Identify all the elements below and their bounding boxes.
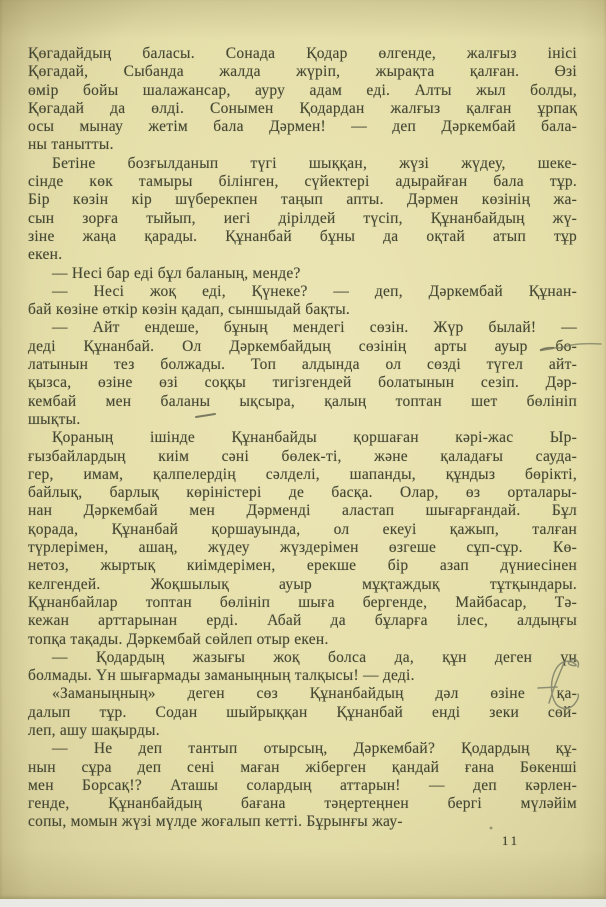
page-text: [28, 45, 577, 832]
paragraph: [28, 649, 577, 686]
text-line: Қөгадай, Сыбанда жалда жүріп, жырақта қалған. Өзі: [28, 63, 577, 81]
text-line: — Несі бар еді бұл баланың, менде?: [52, 264, 301, 282]
paragraph: [28, 265, 577, 283]
text-line: қызса, өзіне өзі соққы тигізгендей болатынын сезіп. Дәр-: [28, 374, 577, 392]
text-line: латынын тез болжады. Топ алдында ол сөзді түгел айт-: [28, 356, 577, 374]
text-line: келгендей. Жоқшылық ауыр мұқтаждық тұтқындары.: [28, 575, 577, 593]
text-line: топқа тақады. Дәркембай сөйлеп отыр екен.: [28, 630, 329, 648]
text-line: далып тұр. Содан шыйрыққан Құнанбай енді зеки сөй-: [28, 703, 577, 721]
text-line: — Айт ендеше, бұның мендегі сөзін. Жүр былай! —: [52, 319, 577, 337]
text-line: болмады. Үн шығармады заманыңның талқысы! — деді.: [28, 667, 415, 685]
text-line: екен.: [28, 246, 63, 264]
paragraph: [28, 740, 577, 831]
text-line: Бір көзін кір шүберекпен таңып апты. Дәрмен көзінің жа-: [28, 191, 577, 209]
text-line: шықты.: [28, 410, 81, 428]
text-line: кежан арттарынан ерді. Абай да бұларға ілес, алдыңғы: [28, 612, 577, 630]
text-line: түрлерімен, ашаң, жүдеу жүздерімен өзгеше сұп-сұр. Кө-: [28, 539, 577, 557]
text-line: зіне жаңа қарады. Құнанбай бұны да оқтай атып тұр: [28, 227, 577, 245]
text-line: гер, имам, қалпелердің сәлделі, шапанды, құндыз бөрікті,: [28, 465, 577, 483]
text-line: байлық, барлық көріністері де басқа. Олар, өз орталары-: [28, 484, 577, 502]
paragraph: [28, 283, 577, 320]
text-line: — Несі жоқ еді, Қүнеке? — деп, Дәркембай Құнан-: [52, 282, 577, 300]
text-line: осы мынау жетім бала Дәрмен! — деп Дәркембай бала-: [28, 118, 577, 136]
text-line: — Қодардың жазығы жоқ болса да, құн деген үн: [52, 648, 577, 666]
text-line: нетоз, жыртық киімдерімен, ерекше бір азап дүниесінен: [28, 557, 577, 575]
text-line: кембай мен баланы ықсыра, қалың топтан шет бөлініп: [28, 392, 577, 410]
text-line: Қөгадай да өлді. Сонымен Қодардан жалғыз қалған ұрпақ: [28, 99, 577, 117]
text-line: ғызбайлардың киім сәні бөлек-ті, және қаладағы сауда-: [28, 447, 577, 465]
text-line: ны танытты.: [28, 136, 114, 154]
scanner-background: [0, 899, 606, 907]
text-line: Қөгадайдың баласы. Сонада Қодар өлгенде, жалғыз інісі: [28, 45, 577, 62]
text-line: Қораның ішінде Құнанбайды қоршаған кәрі-жас Ыр-: [52, 429, 577, 447]
text-line: нан Дәркембай мен Дәрменді аластап шығарғандай. Бұл: [28, 502, 577, 520]
paragraph: [28, 155, 577, 265]
paragraph: [28, 429, 577, 649]
page-number: 11: [502, 834, 521, 848]
text-line: өмір бойы шалажансар, ауру адам еді. Алты жыл болды,: [28, 81, 577, 99]
text-line: генде, Құнанбайдың бағана тәңертеңнен бергі мүләйім: [28, 795, 577, 813]
paragraph: [28, 319, 577, 429]
text-line: деді Құнанбай. Ол Дәркембайдың сөзінің арты ауыр бо-: [28, 337, 577, 355]
text-line: нын сұра деп сені маған жіберген қандай ғана Бөкенші: [28, 758, 577, 776]
text-line: сінде көк тамыры білінген, сүйектері адырайған бала тұр.: [28, 173, 577, 191]
text-line: бай көзіне өткір көзін қадап, сыншыдай бақты.: [28, 301, 351, 319]
text-line: Құнанбайлар топтан бөлініп шыға бергенде, Майбасар, Тә-: [28, 593, 577, 611]
text-line: сын зорға тыйып, иегі дірілдей түсіп, Құнанбайдың жү-: [28, 209, 577, 227]
text-line: мен Борсақ!? Аташы солардың аттарын! — деп кәрлен-: [28, 776, 577, 794]
text-line: қорада, Құнанбай қоршауында, ол екеуі қажып, талған: [28, 520, 577, 538]
text-line: сопы, момын жүзі мүлде жоғалып кетті. Бұрынғы жау-: [28, 813, 403, 831]
paragraph: [28, 45, 577, 155]
text-line: — Не деп тантып отырсың, Дәркембай? Қодардың құ-: [52, 740, 577, 758]
text-line: «Заманыңның» деген сөз Құнанбайдың дәл өзіне қа-: [52, 685, 577, 703]
text-line: леп, ашу шақырды.: [28, 721, 160, 739]
text-line: Бетіне бозғылданып түгі шыққан, жүзі жүдеу, шеке-: [52, 154, 577, 172]
paragraph: [28, 685, 577, 740]
